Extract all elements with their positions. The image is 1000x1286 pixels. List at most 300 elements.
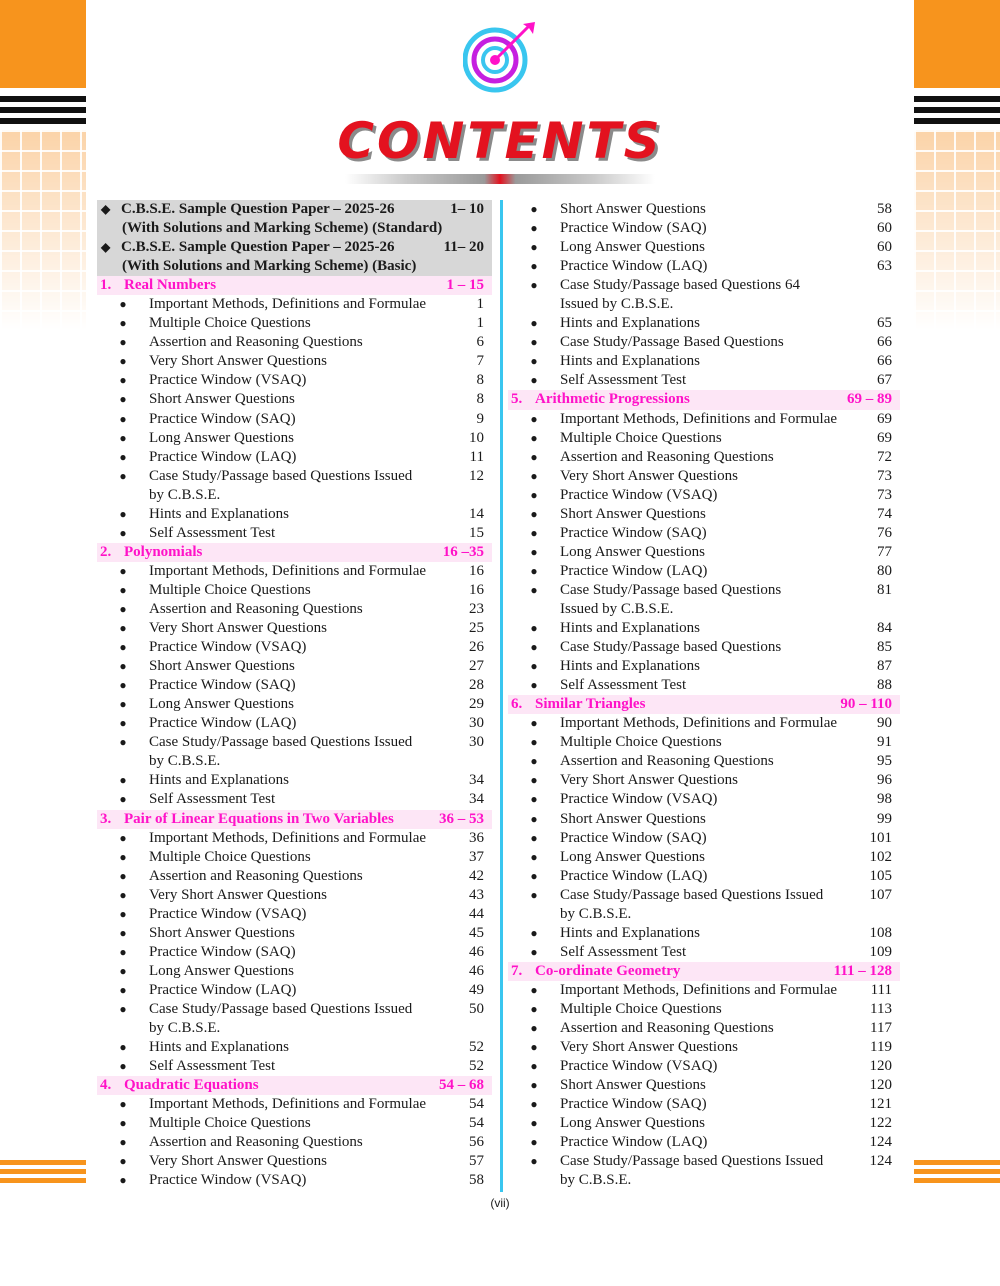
- bullet-icon: ●: [530, 1135, 538, 1150]
- toc-item-label: Very Short Answer Questions: [149, 620, 327, 637]
- bullet-icon: ●: [119, 601, 127, 616]
- toc-item[interactable]: [508, 848, 900, 867]
- toc-item-page: 30: [469, 734, 484, 751]
- chapter-number: 6.: [511, 696, 523, 713]
- toc-item-label: Assertion and Reasoning Questions: [560, 448, 774, 465]
- toc-item-page: 46: [469, 962, 484, 979]
- toc-right-column: [508, 200, 900, 1190]
- chapter-heading[interactable]: [97, 1076, 492, 1095]
- toc-item[interactable]: [97, 467, 492, 486]
- toc-item-page: 105: [869, 867, 892, 884]
- toc-item[interactable]: [508, 429, 900, 448]
- toc-item-page: 37: [469, 848, 484, 865]
- toc-item[interactable]: [97, 390, 492, 409]
- sample-paper-pages: 11– 20: [443, 239, 484, 256]
- toc-item[interactable]: [508, 467, 900, 486]
- toc-item-page: 29: [469, 696, 484, 713]
- bullet-icon: ●: [119, 830, 127, 845]
- toc-item-page: 16: [469, 562, 484, 579]
- top-left-orange-block: [0, 0, 86, 88]
- chapter-heading[interactable]: [508, 695, 900, 714]
- bullet-icon: ●: [119, 563, 127, 578]
- toc-item[interactable]: [508, 352, 900, 371]
- toc-item[interactable]: [97, 943, 492, 962]
- bullet-icon: ●: [530, 259, 538, 274]
- bullet-icon: ●: [119, 621, 127, 636]
- bullet-icon: ●: [530, 716, 538, 731]
- toc-item-label: Case Study/Passage based Questions: [560, 639, 782, 656]
- toc-item-page: 90: [877, 715, 892, 732]
- bullet-icon: ●: [119, 335, 127, 350]
- bullet-icon: ●: [530, 1021, 538, 1036]
- toc-item[interactable]: [508, 638, 900, 657]
- bullet-icon: ●: [530, 202, 538, 216]
- bullet-icon: ●: [530, 678, 538, 693]
- toc-item[interactable]: [97, 657, 492, 676]
- toc-item[interactable]: [508, 333, 900, 352]
- toc-item[interactable]: [508, 448, 900, 467]
- toc-item-page: 16: [469, 581, 484, 598]
- chapter-title: Quadratic Equations: [124, 1077, 259, 1094]
- sample-paper-title: C.B.S.E. Sample Question Paper – 2025-26: [121, 201, 395, 217]
- chapter-pages: 111 – 128: [833, 962, 892, 979]
- toc-item[interactable]: [508, 771, 900, 790]
- bullet-icon: ●: [119, 697, 127, 712]
- bullet-icon: ●: [530, 830, 538, 845]
- bullet-icon: ●: [530, 982, 538, 997]
- toc-item-page: 122: [869, 1115, 892, 1132]
- toc-item[interactable]: [508, 1133, 900, 1152]
- toc-item[interactable]: [508, 714, 900, 733]
- toc-item[interactable]: [508, 505, 900, 524]
- toc-item[interactable]: [97, 1038, 492, 1057]
- toc-item-label: Short Answer Questions: [560, 505, 706, 522]
- bullet-icon: ●: [119, 430, 127, 445]
- toc-item[interactable]: [97, 676, 492, 695]
- toc-item-label: Practice Window (LAQ): [149, 981, 297, 998]
- bullet-icon: ●: [530, 868, 538, 883]
- toc-item-label: Long Answer Questions: [149, 696, 294, 713]
- toc-item[interactable]: [97, 829, 492, 848]
- toc-item-page: 107: [869, 886, 892, 903]
- toc-item[interactable]: [508, 276, 900, 295]
- toc-item-label: Self Assessment Test: [560, 372, 687, 389]
- toc-item[interactable]: [508, 924, 900, 943]
- toc-item-continuation: by C.B.S.E.: [149, 753, 221, 770]
- bullet-icon: ●: [119, 716, 127, 731]
- toc-item-page: 12: [469, 467, 484, 484]
- toc-item[interactable]: [508, 1076, 900, 1095]
- toc-item[interactable]: [97, 1057, 492, 1076]
- bullet-icon: ●: [530, 1097, 538, 1112]
- toc-item-page: 77: [877, 543, 892, 560]
- toc-item-label: Long Answer Questions: [560, 543, 705, 560]
- toc-item-label: Short Answer Questions: [149, 391, 295, 408]
- toc-item[interactable]: [508, 867, 900, 886]
- toc-item-page: 81: [877, 581, 892, 598]
- toc-item-page: 52: [469, 1058, 484, 1075]
- toc-item-page: 120: [869, 1077, 892, 1094]
- toc-item-label: Practice Window (LAQ): [149, 448, 297, 465]
- toc-item-label: Very Short Answer Questions: [149, 886, 327, 903]
- toc-item[interactable]: [97, 581, 492, 600]
- bullet-icon: ●: [530, 659, 538, 674]
- bullet-icon: ●: [119, 906, 127, 921]
- toc-item[interactable]: [97, 505, 492, 524]
- toc-item[interactable]: [97, 562, 492, 581]
- toc-item[interactable]: [508, 562, 900, 581]
- toc-item-page: 63: [877, 258, 892, 275]
- toc-item-label: Practice Window (SAQ): [149, 677, 296, 694]
- toc-item-page: 8: [476, 372, 484, 389]
- toc-item[interactable]: [508, 619, 900, 638]
- toc-item[interactable]: [97, 771, 492, 790]
- toc-item-page: 85: [877, 639, 892, 656]
- toc-item-continuation: Issued by C.B.S.E.: [560, 600, 674, 617]
- bullet-icon: ●: [530, 925, 538, 940]
- bullet-icon: ●: [119, 659, 127, 674]
- bullet-icon: ●: [119, 1059, 127, 1074]
- toc-item[interactable]: [97, 524, 492, 543]
- toc-item[interactable]: [508, 524, 900, 543]
- toc-item-label: Practice Window (LAQ): [149, 715, 297, 732]
- toc-item-page: 108: [869, 924, 892, 941]
- toc-item[interactable]: [97, 295, 492, 314]
- bullet-icon: ●: [119, 373, 127, 388]
- toc-item-page: 30: [469, 715, 484, 732]
- toc-item[interactable]: [508, 581, 900, 600]
- toc-item[interactable]: [97, 448, 492, 467]
- sample-paper-entry[interactable]: [97, 238, 492, 257]
- toc-item[interactable]: [97, 962, 492, 981]
- toc-item[interactable]: [508, 733, 900, 752]
- chapter-heading[interactable]: [508, 390, 900, 409]
- toc-item-page: 65: [877, 315, 892, 332]
- chapter-pages: 54 – 68: [439, 1077, 484, 1094]
- toc-item[interactable]: [97, 600, 492, 619]
- sample-paper-subtitle: (With Solutions and Marking Scheme) (Basic): [97, 257, 492, 276]
- bullet-icon: ●: [530, 1078, 538, 1093]
- toc-item[interactable]: [508, 1019, 900, 1038]
- toc-item-label: Practice Window (VSAQ): [560, 486, 718, 503]
- bullet-icon: ●: [119, 1001, 127, 1016]
- toc-item-label: Very Short Answer Questions: [149, 353, 327, 370]
- toc-item[interactable]: [97, 314, 492, 333]
- toc-item-label: Assertion and Reasoning Questions: [149, 600, 363, 617]
- chapter-number: 5.: [511, 391, 523, 408]
- chapter-heading[interactable]: [508, 962, 900, 981]
- bullet-icon: ●: [119, 297, 127, 312]
- toc-item-page: 111: [870, 981, 892, 998]
- toc-item[interactable]: [97, 1133, 492, 1152]
- toc-item-page: 23: [469, 600, 484, 617]
- bullet-icon: ●: [530, 1154, 538, 1169]
- bullet-icon: ●: [119, 468, 127, 483]
- toc-item-label: Multiple Choice Questions: [149, 581, 311, 598]
- bullet-icon: ●: [119, 525, 127, 540]
- chapter-heading[interactable]: [97, 810, 492, 829]
- toc-item-label: Practice Window (VSAQ): [149, 372, 307, 389]
- bullet-icon: ●: [119, 887, 127, 902]
- toc-item[interactable]: [508, 657, 900, 676]
- bullet-icon: ●: [530, 582, 538, 597]
- bullet-icon: ●: [119, 640, 127, 655]
- toc-item[interactable]: [97, 1114, 492, 1133]
- toc-item-label: Hints and Explanations: [560, 620, 700, 637]
- toc-item-page: 49: [469, 981, 484, 998]
- chapter-title: Pair of Linear Equations in Two Variables: [124, 810, 394, 827]
- toc-item-page: 54: [469, 1096, 484, 1113]
- toc-item[interactable]: [97, 905, 492, 924]
- toc-item-label: Important Methods, Definitions and Formulae: [560, 715, 838, 732]
- bullet-icon: ●: [530, 1059, 538, 1074]
- toc-item[interactable]: [97, 1171, 492, 1190]
- chapter-pages: 36 – 53: [439, 810, 484, 827]
- toc-item-page: 120: [869, 1058, 892, 1075]
- toc-item[interactable]: [508, 486, 900, 505]
- toc-item[interactable]: [508, 790, 900, 809]
- sample-paper-subtitle: (With Solutions and Marking Scheme) (Standard): [97, 219, 492, 238]
- toc-item-label: Practice Window (SAQ): [560, 524, 707, 541]
- toc-item-label: Practice Window (VSAQ): [560, 791, 718, 808]
- toc-item[interactable]: [508, 257, 900, 276]
- bullet-icon: ●: [530, 1040, 538, 1055]
- bullet-icon: ●: [530, 335, 538, 350]
- bullet-icon: ●: [119, 868, 127, 883]
- toc-item-page: 74: [877, 505, 892, 522]
- toc-item-page: 54: [469, 1115, 484, 1132]
- toc-item[interactable]: [97, 1152, 492, 1171]
- bullet-icon: ●: [119, 792, 127, 807]
- toc-item-label: Practice Window (LAQ): [560, 258, 708, 275]
- toc-item-page: 43: [469, 886, 484, 903]
- toc-item-page: 95: [877, 753, 892, 770]
- toc-item-label: Short Answer Questions: [149, 924, 295, 941]
- bottom-right-orange-stripes: [914, 1160, 1000, 1187]
- toc-item-label: Self Assessment Test: [149, 791, 276, 808]
- toc-item-label: Practice Window (VSAQ): [560, 1058, 718, 1075]
- toc-item[interactable]: [97, 886, 492, 905]
- toc-item-page: 28: [469, 677, 484, 694]
- toc-item-label: Case Study/Passage based Questions 64: [560, 277, 800, 294]
- toc-item-label: Short Answer Questions: [560, 201, 706, 217]
- bullet-icon: ●: [119, 1173, 127, 1188]
- bullet-icon: ●: [119, 773, 127, 788]
- toc-item[interactable]: [508, 810, 900, 829]
- chapter-pages: 90 – 110: [840, 696, 892, 713]
- toc-item[interactable]: [97, 638, 492, 657]
- toc-item[interactable]: [508, 200, 900, 219]
- toc-item-label: Case Study/Passage based Questions Issued: [560, 1153, 824, 1170]
- toc-item[interactable]: [508, 543, 900, 562]
- toc-item-label: Multiple Choice Questions: [560, 734, 722, 751]
- toc-item[interactable]: [97, 695, 492, 714]
- bullet-icon: ●: [530, 316, 538, 331]
- toc-item-page: 113: [870, 1000, 892, 1017]
- toc-item[interactable]: [508, 1000, 900, 1019]
- chapter-pages: 16 –35: [442, 543, 484, 560]
- toc-item[interactable]: [97, 714, 492, 733]
- toc-item[interactable]: [508, 314, 900, 333]
- toc-item-label: Multiple Choice Questions: [149, 315, 311, 332]
- toc-item-page: 27: [469, 658, 484, 675]
- toc-item[interactable]: [508, 219, 900, 238]
- toc-item[interactable]: [508, 238, 900, 257]
- toc-item-page: 7: [476, 353, 484, 370]
- toc-item[interactable]: [508, 829, 900, 848]
- toc-item-label: Practice Window (SAQ): [149, 943, 296, 960]
- bullet-icon: ●: [530, 278, 538, 293]
- toc-item-page: 58: [469, 1172, 484, 1189]
- toc-item[interactable]: [97, 1000, 492, 1019]
- toc-item[interactable]: [97, 867, 492, 886]
- bullet-icon: ●: [119, 506, 127, 521]
- bullet-icon: ●: [530, 773, 538, 788]
- toc-item-label: Important Methods, Definitions and Formulae: [149, 1096, 427, 1113]
- toc-item-label: Hints and Explanations: [149, 505, 289, 522]
- toc-item[interactable]: [97, 619, 492, 638]
- title-underline: [345, 174, 655, 184]
- chapter-number: 2.: [100, 543, 112, 560]
- toc-item-label: Multiple Choice Questions: [560, 1000, 722, 1017]
- toc-item-page: 45: [469, 924, 484, 941]
- toc-item-page: 10: [469, 429, 484, 446]
- bullet-icon: ●: [530, 525, 538, 540]
- toc-item-label: Practice Window (VSAQ): [149, 1172, 307, 1189]
- toc-item-continuation: Issued by C.B.S.E.: [560, 296, 674, 313]
- toc-item[interactable]: [508, 1057, 900, 1076]
- bullet-icon: ●: [119, 582, 127, 597]
- bullet-icon: ●: [530, 887, 538, 902]
- bullet-icon: ●: [530, 544, 538, 559]
- sample-paper-entry[interactable]: [97, 200, 492, 219]
- bottom-left-orange-stripes: [0, 1160, 86, 1187]
- toc-item[interactable]: [508, 981, 900, 1000]
- toc-item[interactable]: [97, 981, 492, 1000]
- toc-item-label: Very Short Answer Questions: [149, 1153, 327, 1170]
- toc-item-label: Self Assessment Test: [149, 524, 276, 541]
- toc-item-label: Case Study/Passage based Questions Issued: [149, 734, 413, 751]
- toc-item[interactable]: [97, 1095, 492, 1114]
- toc-item[interactable]: [97, 924, 492, 943]
- toc-item-page: 117: [870, 1020, 892, 1037]
- bullet-icon: ●: [530, 754, 538, 769]
- toc-item-label: Case Study/Passage based Questions Issued: [149, 467, 413, 484]
- toc-item-page: 102: [869, 848, 892, 865]
- toc-item-page: 101: [869, 829, 892, 846]
- sample-paper-title: C.B.S.E. Sample Question Paper – 2025-26: [121, 239, 395, 256]
- toc-item-label: Short Answer Questions: [560, 810, 706, 827]
- column-divider: [500, 200, 503, 1192]
- toc-item[interactable]: [97, 790, 492, 809]
- toc-item[interactable]: [508, 371, 900, 390]
- toc-item[interactable]: [508, 943, 900, 962]
- toc-item-label: Very Short Answer Questions: [560, 1039, 738, 1056]
- bullet-icon: ●: [119, 411, 127, 426]
- toc-item[interactable]: [508, 1114, 900, 1133]
- toc-item-page: 87: [877, 658, 892, 675]
- toc-item[interactable]: [97, 733, 492, 752]
- toc-item-continuation: by C.B.S.E.: [560, 905, 632, 922]
- diamond-bullet-icon: ◆: [101, 240, 111, 255]
- toc-item-page: 57: [469, 1153, 484, 1170]
- toc-item[interactable]: [97, 848, 492, 867]
- toc-item-page: 76: [877, 524, 892, 541]
- toc-item-label: Hints and Explanations: [149, 1039, 289, 1056]
- toc-item-label: Hints and Explanations: [149, 772, 289, 789]
- page-title: CONTENTS: [337, 112, 663, 170]
- chapter-heading[interactable]: [97, 543, 492, 562]
- toc-item-label: Practice Window (LAQ): [560, 1134, 708, 1151]
- toc-item-page: 11: [469, 448, 484, 465]
- toc-item-page: 80: [877, 562, 892, 579]
- toc-item[interactable]: [97, 333, 492, 352]
- toc-item-label: Case Study/Passage based Questions Issued: [560, 886, 824, 903]
- toc-item-page: 6: [476, 334, 484, 351]
- bullet-icon: ●: [119, 1040, 127, 1055]
- toc-item-label: Long Answer Questions: [560, 1115, 705, 1132]
- toc-item-page: 42: [469, 867, 484, 884]
- chapter-title: Co-ordinate Geometry: [535, 962, 681, 979]
- toc-item-page: 124: [869, 1153, 892, 1170]
- toc-item[interactable]: [97, 352, 492, 371]
- chapter-number: 1.: [100, 277, 112, 294]
- toc-item-page: 99: [877, 810, 892, 827]
- toc-item-label: Hints and Explanations: [560, 315, 700, 332]
- toc-item-continuation: by C.B.S.E.: [149, 486, 221, 503]
- bullet-icon: ●: [530, 849, 538, 864]
- toc-item-page: 98: [877, 791, 892, 808]
- toc-item[interactable]: [97, 429, 492, 448]
- bullet-icon: ●: [119, 1097, 127, 1112]
- toc-item[interactable]: [97, 410, 492, 429]
- bullet-icon: ●: [119, 678, 127, 693]
- toc-item-label: Hints and Explanations: [560, 353, 700, 370]
- toc-left-column: [97, 200, 492, 1190]
- toc-item[interactable]: [508, 410, 900, 429]
- toc-item[interactable]: [508, 676, 900, 695]
- toc-item-page: 124: [869, 1134, 892, 1151]
- toc-item-page: 14: [469, 505, 484, 522]
- bullet-icon: ●: [119, 354, 127, 369]
- toc-item-page: 50: [469, 1000, 484, 1017]
- target-arrow-icon: [463, 20, 537, 94]
- toc-item-page: 91: [877, 734, 892, 751]
- toc-item[interactable]: [508, 1152, 900, 1171]
- toc-item-page: 73: [877, 486, 892, 503]
- bullet-icon: ●: [530, 354, 538, 369]
- bullet-icon: ●: [530, 240, 538, 255]
- toc-item-page: 121: [869, 1096, 892, 1113]
- toc-item-page: 69: [877, 429, 892, 446]
- toc-item-page: 96: [877, 772, 892, 789]
- toc-item[interactable]: [508, 752, 900, 771]
- toc-item-page: 15: [469, 524, 484, 541]
- bullet-icon: ●: [530, 430, 538, 445]
- bullet-icon: ●: [530, 792, 538, 807]
- top-right-orange-block: [914, 0, 1000, 88]
- toc-item-label: Practice Window (SAQ): [560, 1096, 707, 1113]
- toc-item[interactable]: [508, 886, 900, 905]
- bullet-icon: ●: [119, 392, 127, 407]
- chapter-heading[interactable]: [97, 276, 492, 295]
- toc-item[interactable]: [508, 1038, 900, 1057]
- toc-item-label: Assertion and Reasoning Questions: [149, 1134, 363, 1151]
- toc-item-label: Long Answer Questions: [560, 848, 705, 865]
- toc-item[interactable]: [97, 371, 492, 390]
- toc-item-label: Important Methods, Definitions and Formulae: [560, 410, 838, 427]
- toc-item[interactable]: [508, 1095, 900, 1114]
